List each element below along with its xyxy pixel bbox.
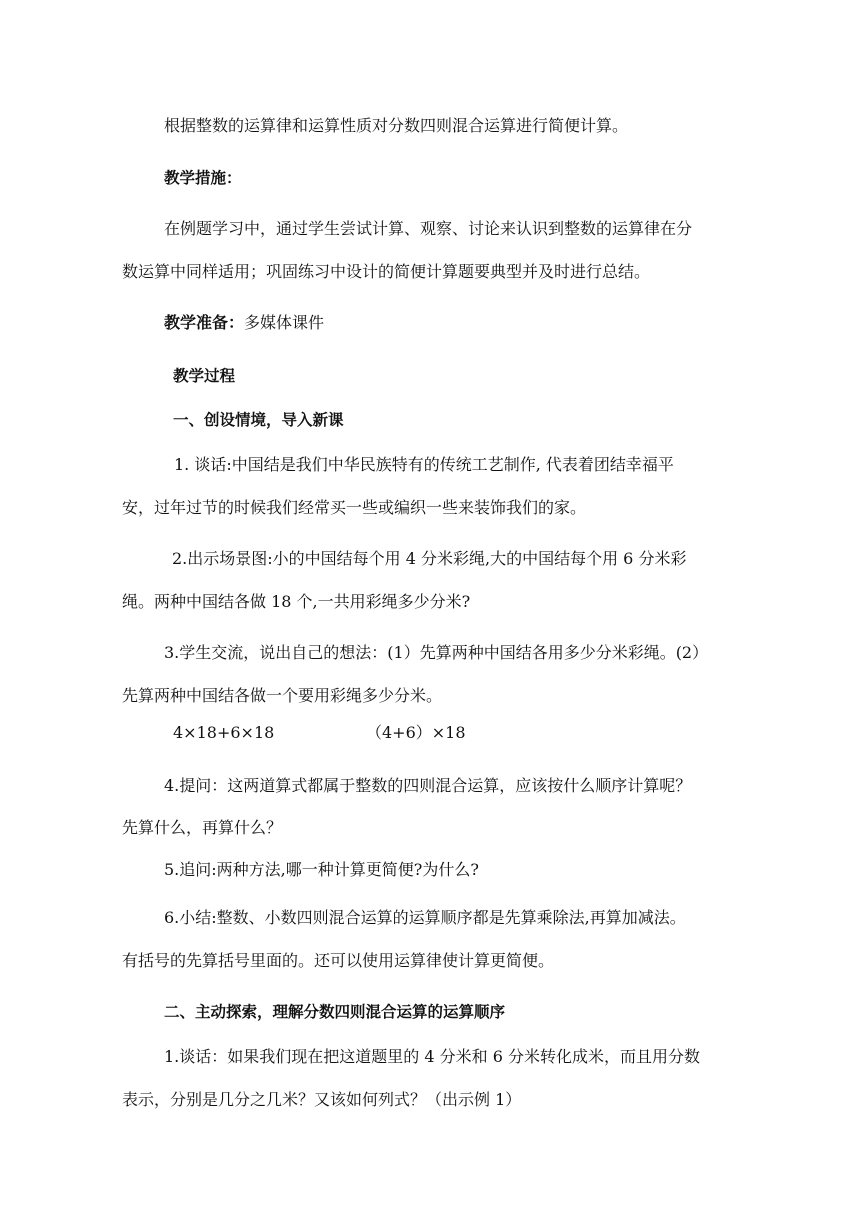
section-2-item-1-line-2: 表示，分别是几分之几米？又该如何列式？（出示例 1） (122, 1090, 522, 1109)
paragraph-measures-line-2: 数运算中同样适用；巩固练习中设计的简便计算题要典型并及时进行总结。 (122, 262, 651, 281)
section-2-item-1-line-1: 1.谈话：如果我们现在把这道题里的 4 分米和 6 分米转化成米，而且用分数 (164, 1047, 700, 1066)
item-1-line-2: 安，过年过节的时候我们经常买一些或编织一些来装饰我们的家。 (122, 498, 587, 517)
teaching-prep-label: 教学准备： (164, 313, 245, 332)
item-2-line-2: 绳。两种中国结各做 18 个,一共用彩绳多少分米? (122, 592, 471, 611)
heading-teaching-process: 教学过程 (173, 367, 236, 385)
item-4-line-2: 先算什么，再算什么？ (122, 818, 283, 837)
item-6-line-2: 有括号的先算括号里面的。还可以使用运算律使计算更简便。 (122, 951, 555, 970)
heading-teaching-measures: 教学措施： (164, 169, 242, 187)
item-2-line-1: 2.出示场景图:小的中国结每个用 4 分米彩绳,大的中国结每个用 6 分米彩 (172, 549, 687, 568)
teaching-prep-value: 多媒体课件 (244, 313, 325, 332)
formula-2: （4+6）×18 (366, 723, 466, 742)
heading-section-1: 一、创设情境，导入新课 (173, 411, 344, 429)
item-1-line-1: 1. 谈话:中国结是我们中华民族特有的传统工艺制作, 代表着团结幸福平 (174, 455, 674, 474)
item-4-line-1: 4.提问：这两道算式都属于整数的四则混合运算，应该按什么顺序计算呢？ (164, 776, 692, 795)
item-3-line-1: 3.学生交流，说出自己的想法：(1）先算两种中国结各用多少分米彩绳。(2） (164, 643, 709, 662)
paragraph-measures-line-1: 在例题学习中，通过学生尝试计算、观察、讨论来认识到整数的运算律在分 (164, 219, 693, 238)
item-5: 5.追问:两种方法,哪一种计算更简便?为什么? (164, 860, 479, 879)
paragraph-teaching-prep (122, 303, 742, 343)
paragraph-intro: 根据整数的运算律和运算性质对分数四则混合运算进行简便计算。 (164, 116, 629, 135)
heading-section-2: 二、主动探索，理解分数四则混合运算的运算顺序 (164, 1003, 506, 1021)
item-6-line-1: 6.小结:整数、小数四则混合运算的运算顺序都是先算乘除法,再算加减法。 (164, 908, 686, 927)
formula-row (173, 721, 493, 745)
formula-1: 4×18+6×18 (173, 723, 275, 742)
item-3-line-2: 先算两种中国结各做一个要用彩绳多少分米。 (122, 686, 443, 705)
